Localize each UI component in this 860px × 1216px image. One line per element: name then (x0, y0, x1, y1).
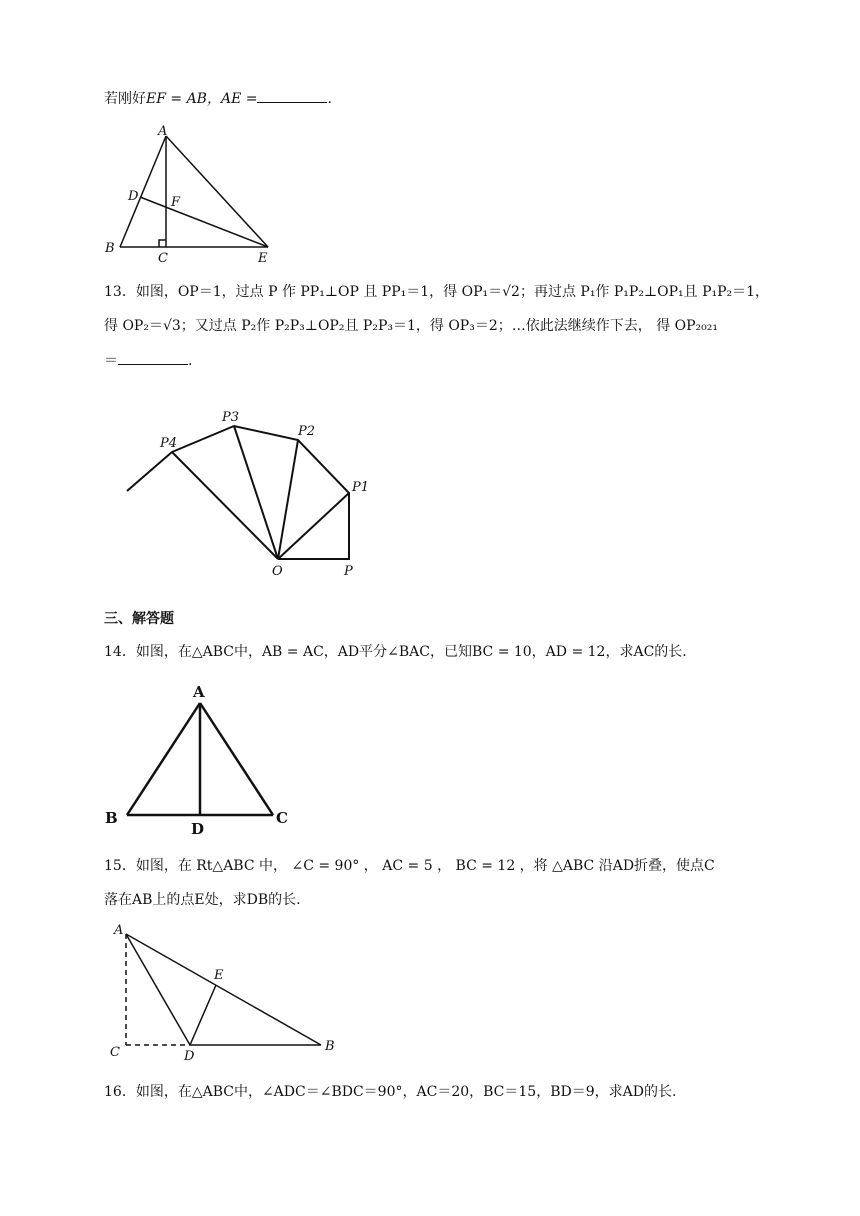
fig15-label-a: A (114, 923, 124, 938)
fig15-label-b: B (325, 1039, 335, 1054)
figure-q15 (106, 922, 346, 1062)
fig14-label-d: D (191, 820, 205, 838)
q13-line2: 得 OP₂＝√3；又过点 P₂作 P₂P₃⊥OP₂且 P₂P₃＝1，得 OP₃＝2；…依此法继续作下去， 得 OP₂₀₂₁ (104, 318, 718, 334)
fig13-label-p4: P4 (160, 436, 178, 451)
fig12-label-a: A (158, 124, 168, 139)
q12-answer-blank (257, 88, 327, 103)
fig13-label-p3: P3 (222, 410, 240, 425)
q13-end: . (188, 353, 193, 369)
fig12-label-e: E (258, 251, 268, 266)
figure-q14 (100, 680, 300, 840)
fig15-label-e: E (214, 968, 224, 983)
figure-q12 (100, 124, 300, 264)
fig12-label-d: D (128, 189, 139, 204)
fig13-label-p2: P2 (298, 424, 316, 439)
fig13-label-o: O (272, 564, 283, 579)
q13-line3 (104, 350, 192, 371)
q15-line1: 15．如图，在 Rt△ABC 中， ∠C = 90° ， AC = 5 ， BC = 12 ，将 △ABC 沿AD折叠，使点C (104, 858, 715, 874)
q12-end: . (327, 91, 332, 107)
q12-prefix: 若刚好 (104, 91, 146, 107)
figure-q13 (122, 405, 382, 585)
fig15-label-c: C (110, 1045, 120, 1060)
q12-line (104, 88, 332, 109)
q13-equals: ＝ (104, 353, 118, 369)
fig15-label-d: D (184, 1049, 195, 1064)
q15-line2: 落在AB上的点E处，求DB的长. (104, 892, 301, 908)
fig14-label-c: C (276, 809, 288, 827)
fig14-label-a: A (193, 683, 205, 701)
q13-line1: 13．如图，OP＝1，过点 P 作 PP₁⊥OP 且 PP₁＝1，得 OP₁＝√2；再过点 P₁作 P₁P₂⊥OP₁且 P₁P₂＝1， (104, 284, 770, 300)
fig13-label-p: P (344, 564, 353, 579)
section-title: 三、解答题 (104, 611, 174, 627)
fig12-label-f: F (171, 195, 181, 210)
fig14-label-b: B (105, 809, 118, 827)
q13-answer-blank (118, 350, 188, 365)
fig13-label-p1: P1 (352, 480, 370, 495)
fig12-label-c: C (158, 251, 168, 266)
q16-text: 16．如图，在△ABC中，∠ADC＝∠BDC＝90°，AC＝20，BC＝15，BD＝9，求AD的长. (104, 1084, 677, 1100)
q12-expr: EF = AB，AE = (146, 91, 258, 107)
q14-text: 14．如图，在△ABC中，AB = AC，AD平分∠BAC，已知BC = 10，AD = 12，求AC的长. (104, 644, 687, 660)
fig12-label-b: B (105, 241, 115, 256)
